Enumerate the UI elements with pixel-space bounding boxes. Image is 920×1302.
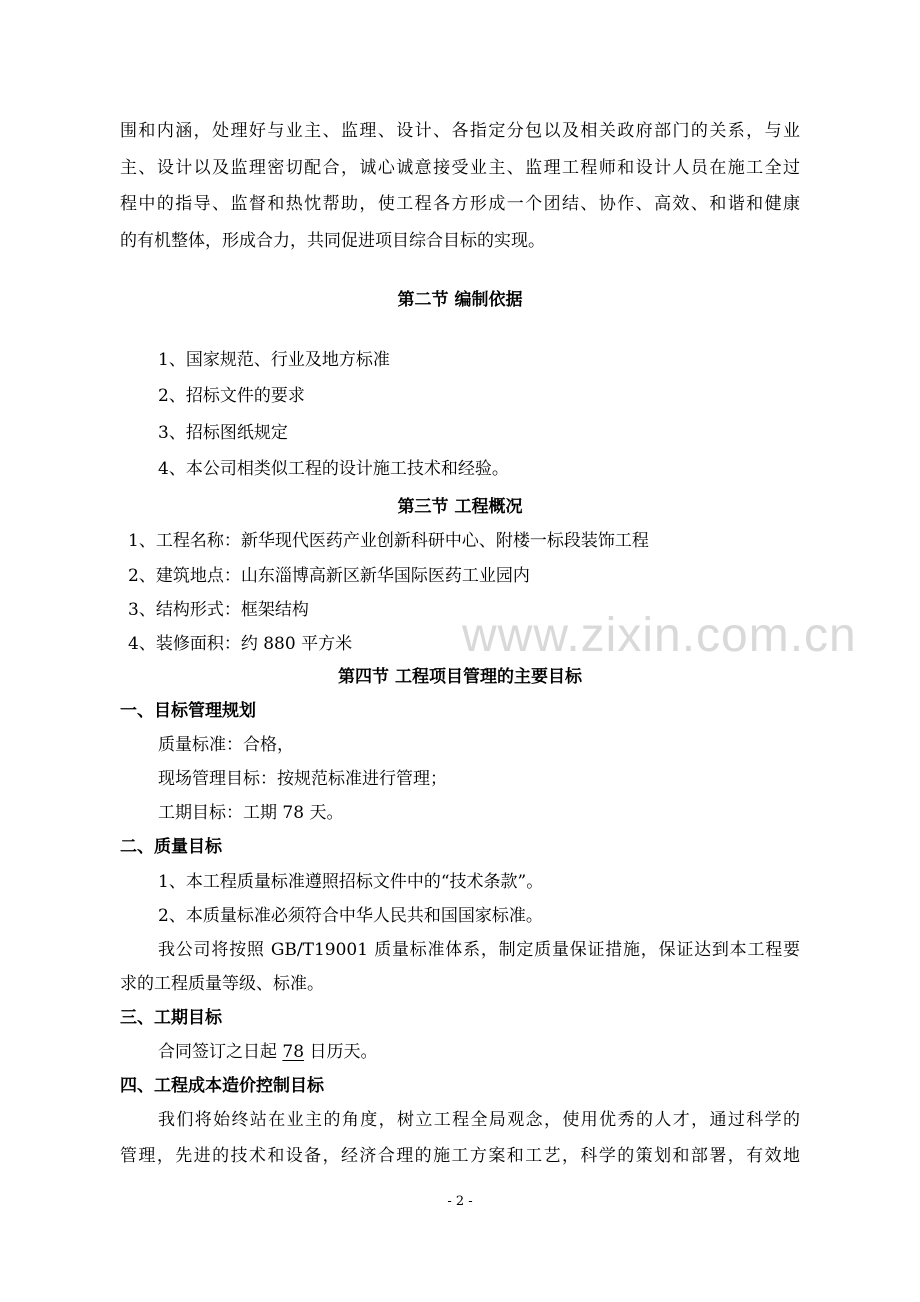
- basis-item-4: 4、本公司相类似工程的设计施工技术和经验。: [158, 459, 509, 479]
- site-management-line: 现场管理目标：按规范标准进行管理；: [158, 769, 447, 789]
- intro-line-2: 主、设计以及监理密切配合，诚心诚意接受业主、监理工程师和设计人员在施工全过: [120, 158, 800, 178]
- section-2-heading: 第二节 编制依据: [397, 290, 523, 310]
- schedule-goal-heading: 三、工期目标: [120, 1008, 222, 1028]
- schedule-goal-line: [158, 1042, 377, 1062]
- section-4-heading: 第四节 工程项目管理的主要目标: [338, 667, 582, 687]
- cost-para-line-2: 管理，先进的技术和设备，经济合理的施工方案和工艺，科学的策划和部署，有效地: [120, 1146, 800, 1166]
- overview-item-1: 1、工程名称：新华现代医药产业创新科研中心、附楼一标段装饰工程: [128, 531, 649, 551]
- overview-item-2: 2、建筑地点：山东淄博高新区新华国际医药工业园内: [128, 566, 530, 586]
- intro-line-1: 围和内涵，处理好与业主、监理、设计、各指定分包以及相关政府部门的关系，与业: [120, 121, 800, 141]
- quality-standard-line: 质量标准：合格，: [158, 735, 294, 755]
- intro-line-3: 程中的指导、监督和热忱帮助，使工程各方形成一个团结、协作、高效、和谐和健康: [120, 194, 800, 214]
- basis-item-3: 3、招标图纸规定: [158, 423, 288, 443]
- quality-para-line-1: 我公司将按照 GB/T19001 质量标准体系，制定质量保证措施，保证达到本工程要: [158, 940, 800, 960]
- quality-goal-heading: 二、质量目标: [120, 837, 222, 857]
- schedule-text-after: 日历天。: [304, 1042, 378, 1062]
- overview-item-4: 4、装修面积：约 880 平方米: [128, 634, 353, 654]
- quality-para-line-2: 求的工程质量等级、标准。: [120, 974, 324, 994]
- goal-planning-heading: 一、目标管理规划: [120, 701, 256, 721]
- quality-item-2: 2、本质量标准必须符合中华人民共和国国家标准。: [158, 906, 543, 926]
- basis-item-1: 1、国家规范、行业及地方标准: [158, 350, 390, 370]
- cost-goal-heading: 四、工程成本造价控制目标: [120, 1076, 324, 1096]
- schedule-text-before: 合同签订之日起: [158, 1042, 283, 1062]
- page-number: - 2 -: [447, 1194, 473, 1209]
- watermark: www.zixin.com.cn: [462, 609, 857, 662]
- intro-line-4: 的有机整体，形成合力，共同促进项目综合目标的实现。: [120, 231, 545, 251]
- schedule-line: 工期目标：工期 78 天。: [158, 803, 344, 823]
- overview-item-3: 3、结构形式：框架结构: [128, 600, 309, 620]
- schedule-days-value: 78: [282, 1042, 305, 1062]
- section-3-heading: 第三节 工程概况: [397, 497, 523, 517]
- quality-item-1: 1、本工程质量标准遵照招标文件中的“技术条款”。: [158, 872, 544, 892]
- basis-item-2: 2、招标文件的要求: [158, 386, 305, 406]
- cost-para-line-1: 我们将始终站在业主的角度，树立工程全局观念，使用优秀的人才，通过科学的: [158, 1110, 800, 1130]
